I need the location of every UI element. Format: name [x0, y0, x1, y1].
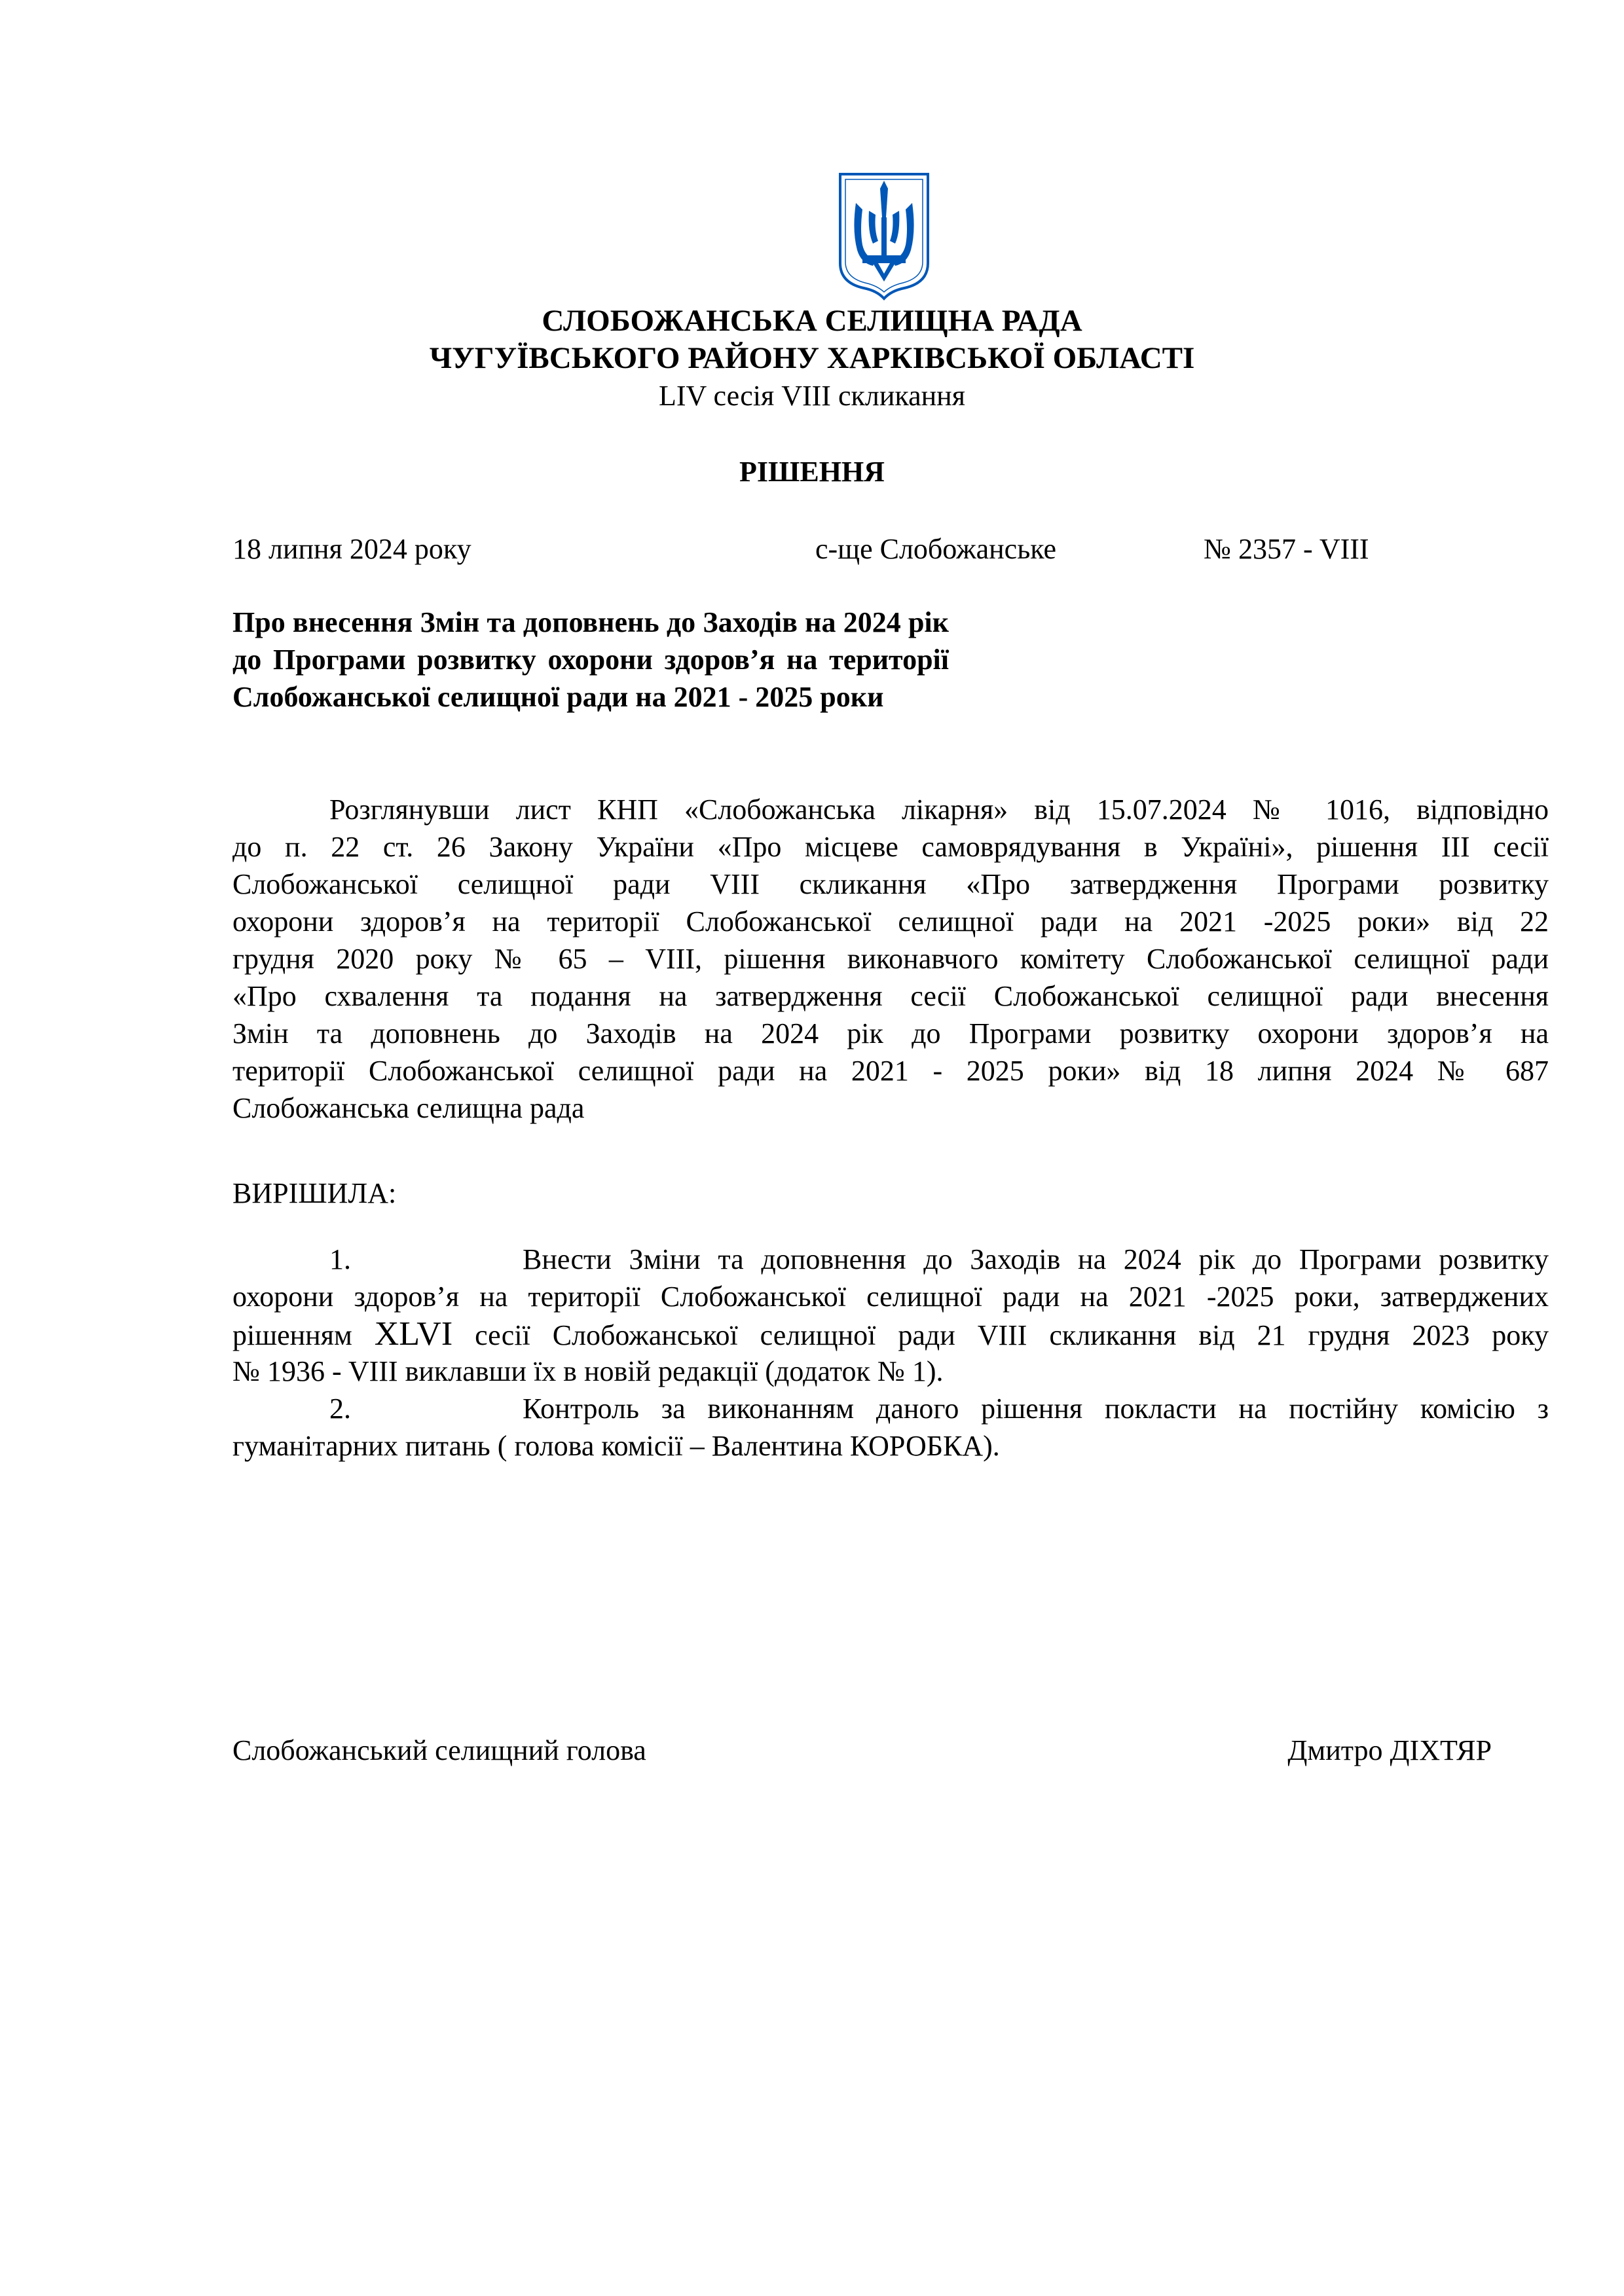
item-1-line: охорони здоров’я на території Слобожанської селищної ради на 2021 -2025 роки, затверджених [232, 1281, 1549, 1313]
preamble [232, 791, 1549, 1127]
coat-of-arms-icon [836, 172, 932, 301]
preamble-line: Розглянувши лист КНП «Слобожанська лікарня» від 15.07.2024 № 1016, відповідно [329, 793, 1549, 826]
decision-date: 18 липня 2024 року [232, 533, 471, 565]
item-2-number: 2. [329, 1393, 351, 1425]
signature-name: Дмитро ДІХТЯР [1287, 1734, 1492, 1766]
item-1-number: 1. [329, 1243, 351, 1275]
item-1 [232, 1241, 1549, 1278]
decision-number: № 2357 - VIII [1204, 533, 1369, 565]
item-2-line: гуманітарних питань ( голова комісії – Валентина КОРОБКА). [232, 1430, 1000, 1462]
session-line: LIV сесія VIII скликання [659, 380, 965, 412]
item-1-line: Внести Зміни та доповнення до Заходів на 2024 рік до Програми розвитку [523, 1243, 1549, 1275]
org-name-line2: ЧУГУЇВСЬКОГО РАЙОНУ ХАРКІВСЬКОЇ ОБЛАСТІ [429, 341, 1195, 375]
preamble-line: до п. 22 ст. 26 Закону України «Про місцеве самоврядування в Україні», рішення ІІІ сесії [232, 831, 1549, 863]
preamble-line: Слобожанська селищна рада [232, 1092, 585, 1124]
document-title: РІШЕННЯ [739, 456, 885, 488]
decision-items [232, 1241, 1549, 1465]
decided-label: ВИРІШИЛА: [232, 1177, 397, 1209]
decision-subject: Про внесення Змін та доповнень до Заходів на 2024 рік до Програми розвитку охорони здоров’я на території Слобожанської селищної ради на 2021 - 2025 роки [232, 606, 949, 713]
preamble-line: охорони здоров’я на території Слобожанської селищної ради на 2021 -2025 роки» від 22 [232, 905, 1549, 938]
preamble-line: «Про схвалення та подання на затвердження сесії Слобожанської селищної ради внесення [232, 980, 1549, 1012]
preamble-line: Змін та доповнень до Заходів на 2024 рік до Програми розвитку охорони здоров’я на [232, 1017, 1549, 1049]
decision-place: с-ще Слобожанське [815, 533, 1057, 565]
preamble-line: території Слобожанської селищної ради на 2021 - 2025 роки» від 18 липня 2024 № 687 [232, 1055, 1549, 1087]
item-2 [232, 1390, 1549, 1427]
item-1-line: № 1936 - VIII виклавши їх в новій редакції (додаток № 1). [232, 1355, 944, 1387]
item-2-line: Контроль за виконанням даного рішення покласти на постійну комісію з [523, 1393, 1549, 1425]
preamble-line: Слобожанської селищної ради VIII скликання «Про затвердження Програми розвитку [232, 868, 1549, 900]
preamble-line: грудня 2020 року № 65 – VIII, рішення виконавчого комітету Слобожанської селищної ради [232, 943, 1549, 975]
org-name-line1: СЛОБОЖАНСЬКА СЕЛИЩНА РАДА [542, 304, 1082, 338]
signature-position: Слобожанський селищний голова [232, 1734, 646, 1766]
session-roman-number: XLVI [374, 1315, 453, 1353]
item-1-line: рішенням XLVI сесії Слобожанської селищної ради VIII скликання від 21 грудня 2023 року [232, 1315, 1549, 1353]
